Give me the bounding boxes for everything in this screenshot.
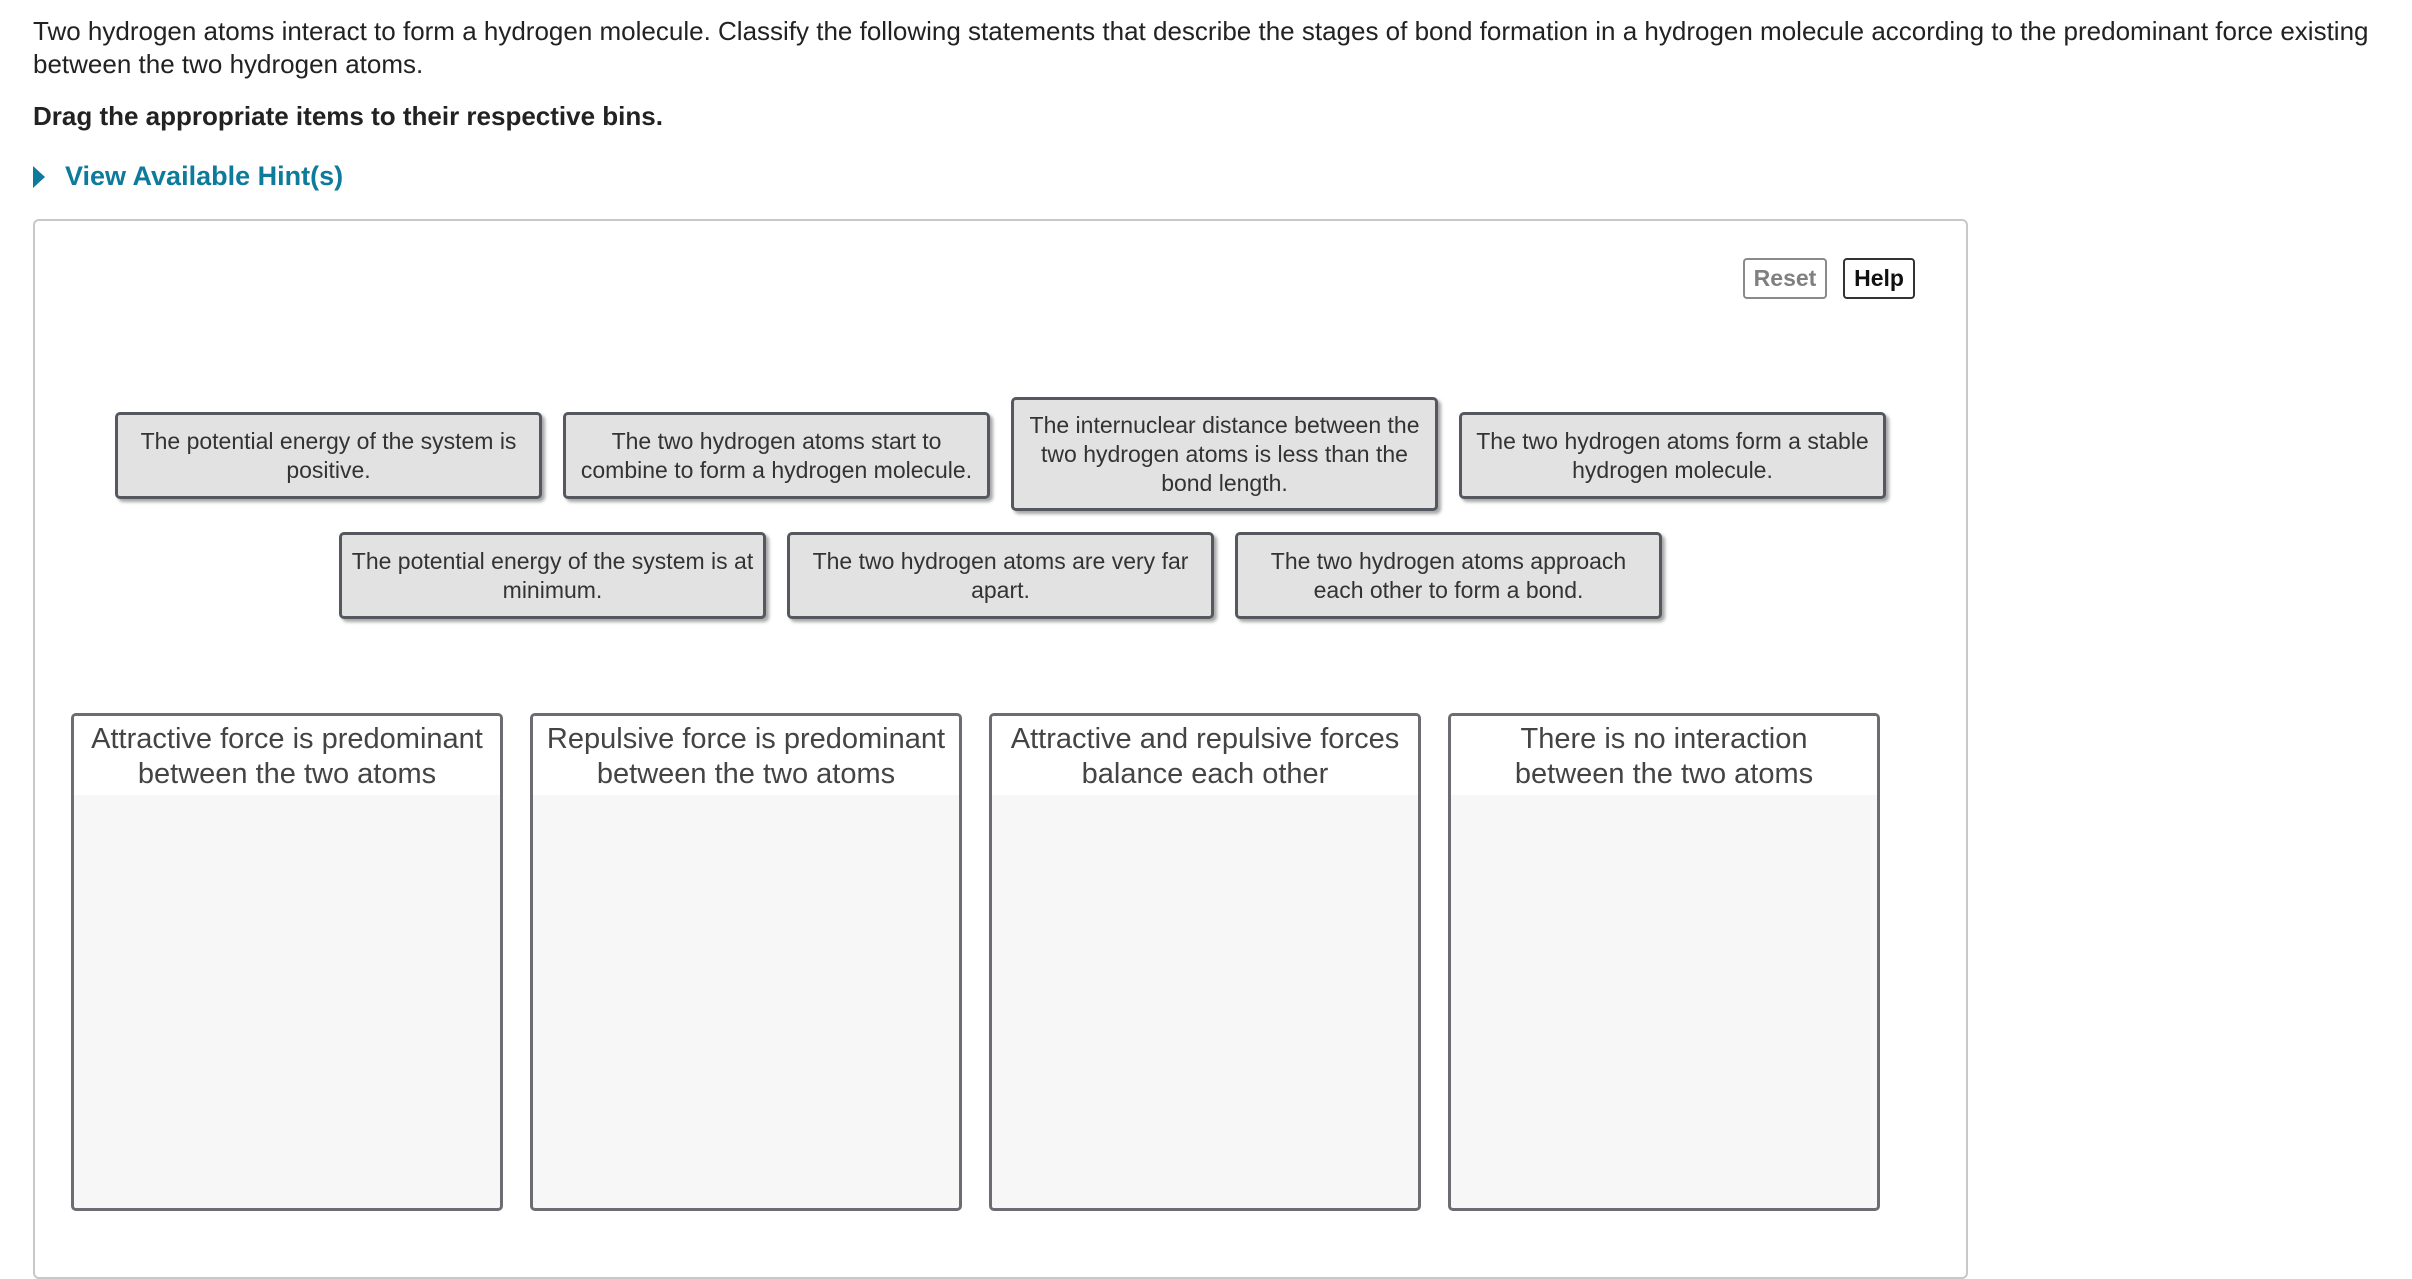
- drop-bin-repulsive[interactable]: [530, 713, 962, 1211]
- bin-label: Repulsive force is predominant between the two atoms: [533, 716, 959, 795]
- drag-tile[interactable]: The internuclear distance between the two hydrogen atoms is less than the bond length.: [1011, 397, 1438, 511]
- instruction-text: Drag the appropriate items to their respective bins.: [33, 101, 663, 131]
- bin-drop-area[interactable]: [533, 795, 959, 1211]
- drag-tile[interactable]: The potential energy of the system is at minimum.: [339, 532, 766, 619]
- view-hints-toggle[interactable]: [33, 161, 343, 192]
- question-prompt: Two hydrogen atoms interact to form a hydrogen molecule. Classify the following statements that describe the stages of bond formation in a hydrogen molecule according to the predominant force existing between the two hydrogen atoms.: [33, 16, 2369, 79]
- help-button[interactable]: Help: [1843, 258, 1915, 299]
- bin-label: Attractive and repulsive forces balance each other: [992, 716, 1418, 795]
- bin-drop-area[interactable]: [74, 795, 500, 1211]
- drop-bin-attractive[interactable]: [71, 713, 503, 1211]
- drag-tile[interactable]: The two hydrogen atoms start to combine to form a hydrogen molecule.: [563, 412, 990, 499]
- view-hints-label[interactable]: View Available Hint(s): [65, 161, 344, 191]
- drag-tile[interactable]: The two hydrogen atoms form a stable hydrogen molecule.: [1459, 412, 1886, 499]
- drag-tile[interactable]: The potential energy of the system is positive.: [115, 412, 542, 499]
- drag-drop-panel: [33, 219, 1968, 1279]
- bin-label: Attractive force is predominant between the two atoms: [74, 716, 500, 795]
- reset-button[interactable]: Reset: [1743, 258, 1827, 299]
- drag-tile[interactable]: The two hydrogen atoms are very far apart.: [787, 532, 1214, 619]
- drag-tile[interactable]: The two hydrogen atoms approach each other to form a bond.: [1235, 532, 1662, 619]
- caret-right-icon: [33, 166, 45, 188]
- drop-bin-no-interaction[interactable]: [1448, 713, 1880, 1211]
- bin-drop-area[interactable]: [1451, 795, 1877, 1211]
- bin-label: There is no interaction between the two atoms: [1451, 716, 1877, 795]
- drop-bin-balanced[interactable]: [989, 713, 1421, 1211]
- bin-drop-area[interactable]: [992, 795, 1418, 1211]
